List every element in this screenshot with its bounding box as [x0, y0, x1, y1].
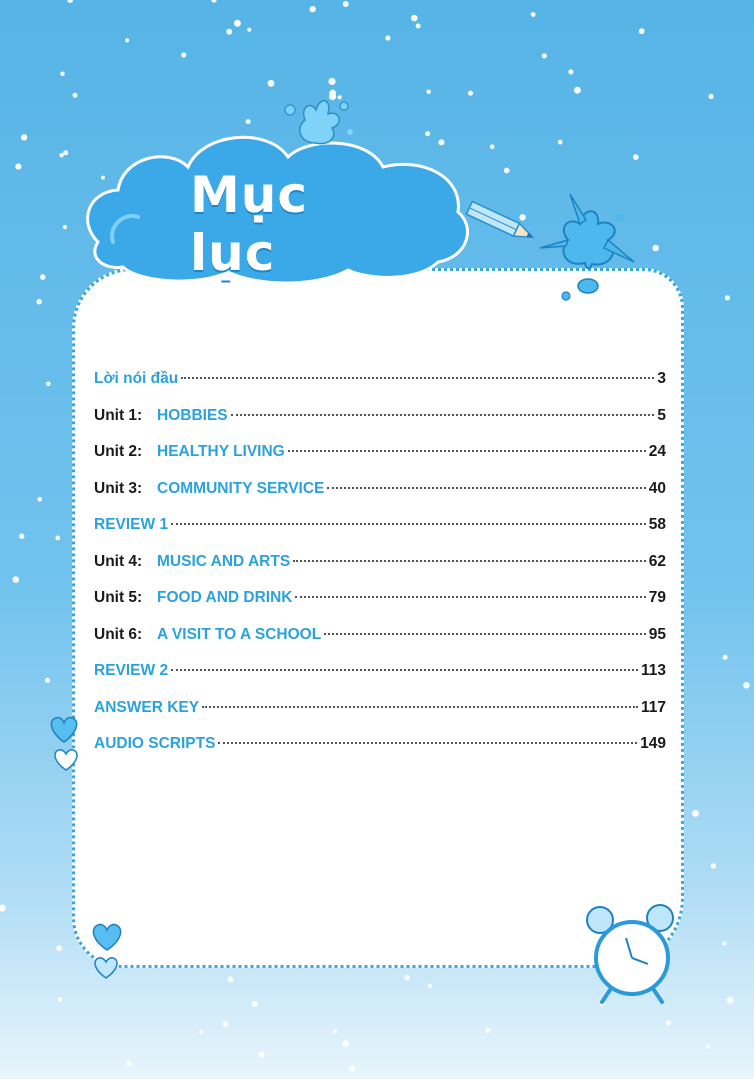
- toc-page-number: 149: [640, 735, 666, 752]
- leader-dots: [288, 450, 646, 452]
- toc-entry-title: HOBBIES: [157, 406, 228, 424]
- toc-row[interactable]: [94, 735, 666, 772]
- toc-row[interactable]: [94, 626, 666, 663]
- toc-row[interactable]: [94, 553, 666, 590]
- leader-dots: [171, 523, 646, 525]
- paint-splash-icon: [270, 88, 360, 148]
- toc-entry-title: HEALTHY LIVING: [157, 443, 285, 460]
- toc-unit-label: Unit 3:: [94, 479, 143, 497]
- toc-row[interactable]: [94, 699, 666, 736]
- heart-icon: [86, 918, 128, 982]
- toc-entry-title: REVIEW 2: [94, 662, 169, 679]
- toc-unit-label: Unit 5:: [94, 589, 143, 606]
- toc-entry-title: FOOD AND DRINK: [157, 589, 293, 606]
- leader-dots: [231, 414, 655, 416]
- toc-page-number: 113: [640, 662, 666, 679]
- toc-page-number: 40: [648, 479, 666, 497]
- toc-entry-title: ANSWER KEY: [94, 698, 200, 716]
- toc-entry-title: REVIEW 1: [94, 516, 169, 533]
- toc-row[interactable]: [94, 662, 666, 699]
- toc-unit-label: Unit 4:: [94, 552, 143, 570]
- toc-row[interactable]: [94, 370, 666, 407]
- toc-row[interactable]: [94, 516, 666, 553]
- alarm-clock-icon: [580, 898, 680, 1008]
- leader-dots: [218, 742, 637, 744]
- toc-row[interactable]: [94, 589, 666, 626]
- toc-entry-title: AUDIO SCRIPTS: [94, 735, 216, 752]
- leader-dots: [202, 706, 638, 708]
- heart-icon: [44, 712, 84, 774]
- toc-page-number: 62: [648, 552, 666, 570]
- toc-unit-label: Unit 6:: [94, 625, 143, 643]
- toc-page-number: 3: [657, 370, 666, 387]
- toc-page-number: 24: [648, 443, 666, 460]
- leader-dots: [293, 560, 646, 562]
- toc-entry-title: A VISIT TO A SCHOOL: [157, 625, 322, 643]
- leader-dots: [181, 377, 654, 379]
- toc-row[interactable]: [94, 480, 666, 517]
- leader-dots: [295, 596, 645, 598]
- toc-unit-label: Unit 1:: [94, 406, 143, 424]
- leader-dots: [327, 487, 645, 489]
- page-title: Mục lục: [190, 166, 308, 282]
- table-of-contents: [94, 370, 666, 772]
- toc-entry-title: COMMUNITY SERVICE: [157, 479, 325, 497]
- paint-splash-icon: [530, 188, 640, 313]
- toc-entry-title: MUSIC AND ARTS: [157, 552, 291, 570]
- toc-row[interactable]: [94, 407, 666, 444]
- toc-entry-title: Lời nói đầu: [94, 370, 179, 387]
- toc-page-number: 58: [648, 516, 666, 533]
- toc-page-number: 79: [648, 589, 666, 606]
- toc-page-number: 117: [640, 698, 666, 716]
- toc-page-number: 95: [648, 625, 666, 643]
- toc-unit-label: Unit 2:: [94, 443, 143, 460]
- toc-row[interactable]: [94, 443, 666, 480]
- leader-dots: [324, 633, 646, 635]
- toc-page-number: 5: [657, 406, 666, 424]
- leader-dots: [171, 669, 638, 671]
